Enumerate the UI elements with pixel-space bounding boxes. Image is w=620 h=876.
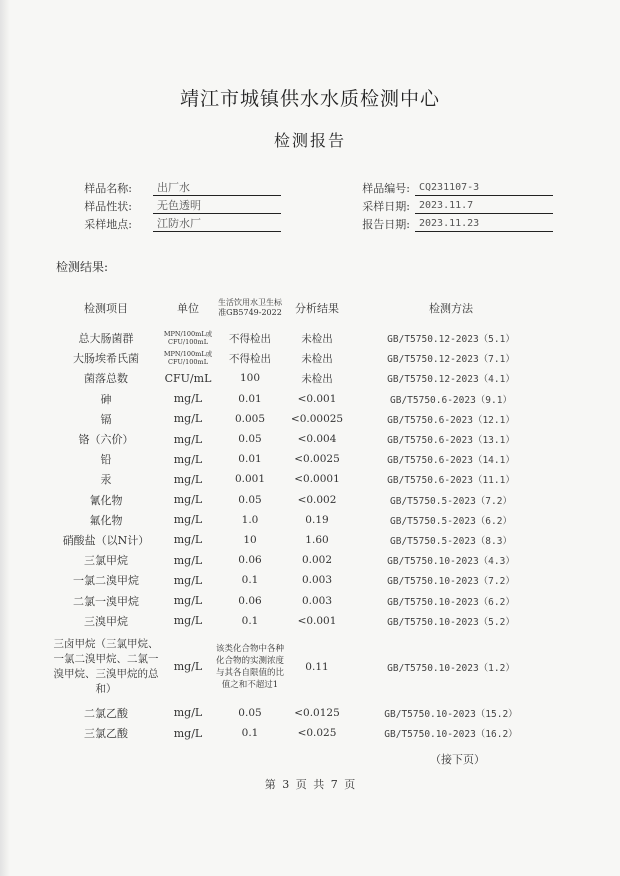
document-title: 靖江市城镇供水水质检测中心 — [179, 88, 440, 110]
info-row-3 — [0, 216, 620, 236]
cell-method: GB/T5750.6-2023（14.1） — [387, 455, 515, 467]
cell-method: GB/T5750.12-2023（4.1） — [387, 374, 515, 386]
cell-result: 0.002 — [301, 554, 333, 567]
table-row — [52, 368, 552, 388]
header-result: 分析结果 — [295, 302, 339, 315]
cell-limit: 0.06 — [238, 594, 262, 607]
table-header-row — [52, 288, 552, 328]
report-date-value: 2023.11.23 — [415, 216, 553, 232]
table-row — [52, 510, 552, 530]
cell-item: 三卤甲烷（三氯甲烷、一氯二溴甲烷、二氯一溴甲烷、三溴甲烷的总和） — [53, 637, 159, 695]
cell-method: GB/T5750.6-2023（12.1） — [387, 414, 515, 426]
cell-item: 氟化物 — [89, 513, 123, 527]
cell-limit: 0.01 — [238, 392, 262, 405]
continue-note: （接下页） — [430, 753, 485, 766]
cell-item: 大肠埃希氏菌 — [73, 352, 139, 366]
cell-method: GB/T5750.10-2023（16.2） — [384, 729, 518, 741]
cell-result: 0.19 — [305, 513, 329, 526]
cell-result: 0.11 — [305, 660, 329, 673]
table-row — [52, 449, 552, 469]
cell-item: 三氯甲烷 — [84, 554, 128, 568]
cell-item: 汞 — [100, 473, 112, 487]
sampling-site-label: 采样地点: — [84, 218, 132, 231]
cell-item: 铅 — [100, 453, 112, 467]
cell-limit: 0.06 — [238, 554, 262, 567]
cell-limit: 0.1 — [241, 574, 259, 587]
cell-unit: mg/L — [173, 533, 203, 547]
table-row — [52, 469, 552, 489]
table-row — [52, 703, 552, 723]
cell-item: 二氯一溴甲烷 — [73, 594, 139, 608]
cell-method: GB/T5750.5-2023（6.2） — [390, 515, 512, 527]
cell-result: <0.0125 — [294, 706, 340, 719]
cell-limit: 100 — [239, 372, 261, 385]
table-row — [52, 631, 552, 703]
cell-unit: mg/L — [173, 513, 203, 527]
cell-method: GB/T5750.10-2023（7.2） — [387, 576, 515, 588]
table-row — [52, 490, 552, 510]
table-row — [52, 611, 552, 631]
cell-limit: 0.005 — [234, 412, 266, 425]
cell-limit: 0.01 — [238, 453, 262, 466]
table-row — [52, 348, 552, 368]
cell-item: 铬（六价） — [78, 433, 134, 447]
sample-no-value: CQ231107-3 — [415, 180, 553, 196]
cell-unit: mg/L — [173, 553, 203, 567]
cell-result: <0.0001 — [294, 473, 340, 486]
results-table — [52, 288, 552, 743]
header-limit: 生活饮用水卫生标准GB5749-2022 — [218, 298, 282, 317]
cell-unit: MPN/100mL或CFU/100mL — [163, 330, 213, 347]
cell-result: 未检出 — [301, 332, 333, 345]
cell-method: GB/T5750.5-2023（8.3） — [390, 535, 512, 547]
cell-result: <0.00025 — [290, 412, 344, 425]
cell-limit: 0.1 — [241, 614, 259, 627]
sampling-date-value: 2023.11.7 — [415, 198, 553, 214]
table-row — [52, 570, 552, 590]
cell-method: GB/T5750.12-2023（5.1） — [387, 334, 515, 346]
cell-method: GB/T5750.10-2023（6.2） — [387, 596, 515, 608]
cell-limit: 0.05 — [238, 493, 262, 506]
sample-state-value: 无色透明 — [153, 198, 281, 214]
sample-state-label: 样品性状: — [84, 200, 132, 213]
cell-unit: mg/L — [173, 493, 203, 507]
cell-result: <0.004 — [297, 433, 337, 446]
cell-limit: 不得检出 — [229, 332, 271, 345]
cell-limit: 0.05 — [238, 433, 262, 446]
page-number: 第 3 页 共 7 页 — [264, 778, 356, 791]
cell-limit: 该类化合物中各种化合物的实测浓度与其各自限值的比值之和不超过1 — [216, 643, 284, 690]
cell-item: 硝酸盐（以N计） — [62, 533, 150, 547]
cell-method: GB/T5750.6-2023（11.1） — [387, 475, 515, 487]
cell-result: <0.025 — [297, 727, 337, 740]
cell-limit: 0.05 — [238, 706, 262, 719]
cell-method: GB/T5750.10-2023（15.2） — [384, 708, 518, 720]
cell-method: GB/T5750.10-2023（4.3） — [387, 556, 515, 568]
cell-unit: mg/L — [173, 452, 203, 466]
cell-result: <0.002 — [297, 493, 337, 506]
table-row — [52, 429, 552, 449]
cell-unit: mg/L — [173, 594, 203, 608]
sample-name-value: 出厂水 — [153, 180, 281, 196]
table-row — [52, 590, 552, 610]
sampling-date-label: 采样日期: — [362, 200, 410, 213]
cell-item: 三溴甲烷 — [84, 614, 128, 628]
cell-result: 未检出 — [301, 372, 333, 385]
cell-item: 菌落总数 — [84, 372, 128, 386]
sample-name-label: 样品名称: — [84, 182, 132, 195]
table-row — [52, 723, 552, 743]
cell-unit: mg/L — [173, 573, 203, 587]
cell-unit: mg/L — [173, 472, 203, 486]
cell-unit: mg/L — [173, 726, 203, 740]
cell-method: GB/T5750.6-2023（13.1） — [387, 435, 515, 447]
report-date-label: 报告日期: — [362, 218, 410, 231]
cell-unit: mg/L — [173, 432, 203, 446]
cell-limit: 0.1 — [241, 727, 259, 740]
sampling-site-value: 江防水厂 — [153, 216, 281, 232]
results-label: 检测结果: — [56, 260, 109, 274]
cell-item: 二氯乙酸 — [84, 706, 128, 720]
cell-item: 总大肠菌群 — [78, 332, 134, 346]
cell-unit: mg/L — [173, 706, 203, 720]
results-body — [52, 328, 552, 743]
cell-unit: MPN/100mL或CFU/100mL — [163, 350, 213, 367]
cell-item: 氰化物 — [89, 493, 123, 507]
table-row — [52, 409, 552, 429]
sample-no-label: 样品编号: — [362, 182, 410, 195]
info-row-1 — [0, 180, 620, 200]
cell-limit: 10 — [243, 533, 257, 546]
cell-method: GB/T5750.10-2023（1.2） — [387, 662, 515, 674]
cell-result: 1.60 — [305, 533, 329, 546]
cell-result: <0.001 — [297, 614, 337, 627]
cell-method: GB/T5750.5-2023（7.2） — [390, 495, 512, 507]
header-unit: 单位 — [177, 302, 199, 315]
table-row — [52, 328, 552, 348]
cell-method: GB/T5750.6-2023（9.1） — [390, 394, 512, 406]
cell-limit: 1.0 — [241, 513, 259, 526]
table-row — [52, 389, 552, 409]
header-method: 检测方法 — [429, 302, 473, 315]
cell-unit: mg/L — [173, 412, 203, 426]
info-row-2 — [0, 198, 620, 218]
document-subtitle: 检测报告 — [273, 131, 346, 150]
cell-item: 砷 — [100, 392, 112, 406]
cell-limit: 0.001 — [234, 473, 266, 486]
cell-item: 镉 — [100, 412, 112, 426]
cell-unit: mg/L — [173, 392, 203, 406]
table-row — [52, 550, 552, 570]
cell-unit: CFU/mL — [164, 371, 212, 385]
cell-result: <0.001 — [297, 392, 337, 405]
cell-unit: mg/L — [173, 660, 203, 674]
cell-limit: 不得检出 — [229, 352, 271, 365]
sample-info-block — [0, 172, 620, 236]
cell-item: 三氯乙酸 — [84, 727, 128, 741]
cell-result: 未检出 — [301, 352, 333, 365]
cell-result: <0.0025 — [294, 453, 340, 466]
cell-unit: mg/L — [173, 614, 203, 628]
cell-method: GB/T5750.12-2023（7.1） — [387, 354, 515, 366]
header-item: 检测项目 — [84, 302, 128, 315]
cell-item: 一氯二溴甲烷 — [73, 574, 139, 588]
table-row — [52, 530, 552, 550]
cell-result: 0.003 — [301, 594, 333, 607]
cell-method: GB/T5750.10-2023（5.2） — [387, 616, 515, 628]
cell-result: 0.003 — [301, 574, 333, 587]
